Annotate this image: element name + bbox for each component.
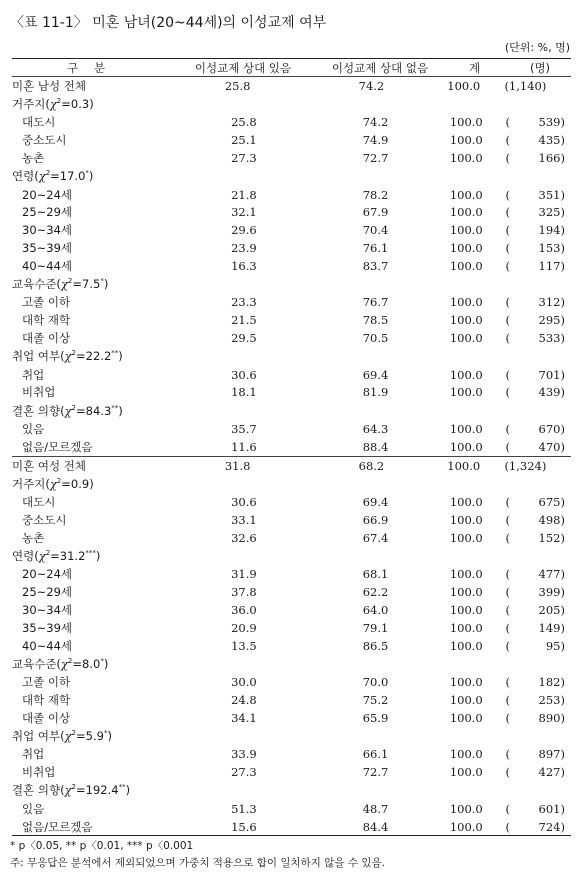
group-header-row [12,401,571,420]
sample-count: ( 295) [505,313,565,328]
sample-count: ( 95) [505,638,565,653]
pct-total: 100.0 [449,367,483,382]
table-title: 〈표 11-1〉 미혼 남녀(20~44세)의 이성교제 여부 [10,15,327,31]
pct-has-partner: 23.3 [231,295,257,310]
table-row [12,493,571,511]
pct-has-partner: 32.1 [231,205,257,220]
pct-no-partner: 66.9 [362,513,389,528]
sample-count: ( 498) [505,513,565,528]
pct-no-partner: 67.9 [362,205,389,220]
pct-no-partner: 78.2 [362,187,389,202]
group-header-row [12,167,571,186]
pct-no-partner: 76.7 [362,295,389,310]
pct-total: 100.0 [449,530,483,545]
pct-has-partner: 25.8 [231,115,257,130]
group-label: 연령$(\chi^2=31.2^{***})$ [12,549,101,564]
pct-total: 100.0 [449,567,483,582]
row-label: 없음/모르겠음 [22,819,93,834]
pct-no-partner: 76.1 [362,241,389,256]
pct-has-partner: 18.1 [231,385,257,400]
pct-total: 100.0 [449,223,483,238]
pct-total: 100.0 [449,133,483,148]
sample-count: ( 897) [505,747,565,762]
table-row [12,800,571,818]
pct-total: 100.0 [449,151,483,166]
row-label: 대학 재학 [22,313,71,328]
sample-count: ( 166) [505,151,565,166]
pct-has-partner: 16.3 [231,258,257,273]
pct-total: 100.0 [449,675,483,690]
table-row [12,114,571,132]
table-row [12,673,571,691]
row-label: 대학 재학 [22,692,71,707]
pct-no-partner: 74.9 [362,133,389,148]
pct-has-partner: 51.3 [231,801,257,816]
pct-total: 100.0 [449,295,483,310]
table-row [12,420,571,438]
pct-total: 100.0 [449,187,483,202]
pct-total: 100.0 [449,258,483,273]
table-row [12,204,571,222]
header-total: 계 [468,60,481,75]
table-row [12,709,571,727]
group-label: 교육수준$(\chi^2=7.5^*)$ [12,277,109,292]
pct-no-partner: 74.2 [358,78,385,93]
group-label: 거주지$(\chi^2=0.3)$ [12,97,94,112]
table-row [12,601,571,619]
pct-total: 100.0 [449,819,483,834]
table-row [12,311,571,329]
table-row [12,511,571,529]
pct-has-partner: 30.6 [231,367,257,382]
table-row [12,257,571,275]
sample-count: ( 470) [505,439,565,454]
sample-count: ( 149) [505,620,565,635]
pct-total: 100.0 [449,241,483,256]
group-header-row [12,781,571,800]
bottom-rule [12,835,571,836]
table-row [12,239,571,257]
pct-total: 100.0 [449,513,483,528]
row-label: 농촌 [22,530,45,545]
row-label: 고졸 이하 [22,295,71,310]
group-header-row [12,547,571,566]
group-label: 결혼 의향$(\chi^2=84.3^{**})$ [12,403,123,418]
sample-count: ( 439) [505,385,565,400]
group-label: 취업 여부$(\chi^2=5.9^*)$ [12,729,112,744]
group-header-row [12,95,571,114]
sample-count: ( 701) [505,367,565,382]
footnote-significance: * p〈0.05, ** p〈0.01, *** p〈0.001 [10,840,194,852]
sample-count: ( 427) [505,765,565,780]
pct-no-partner: 66.1 [362,747,389,762]
pct-total: 100.0 [449,115,483,130]
table-row [12,329,571,347]
row-label: 25~29세 [22,585,73,600]
sample-count: ( 675) [505,495,565,510]
sample-count: ( 325) [505,205,565,220]
pct-no-partner: 84.4 [362,819,389,834]
sample-count: ( 351) [505,187,565,202]
group-header-row [12,347,571,366]
table-row [12,131,571,149]
row-label: 없음/모르겠음 [22,439,93,454]
table-row [12,384,571,402]
sample-count: ( 253) [505,692,565,707]
group-header-row [12,727,571,746]
row-label: 대졸 이상 [22,331,71,346]
row-label: 40~44세 [22,638,73,653]
pct-has-partner: 33.1 [231,513,257,528]
pct-no-partner: 70.0 [362,675,389,690]
sample-count: ( 724) [505,819,565,834]
row-label: 40~44세 [22,258,73,273]
group-label: 연령$(\chi^2=17.0^*)$ [12,169,94,184]
table-row [12,294,571,312]
pct-total: 100.0 [447,78,481,93]
pct-has-partner: 33.9 [231,747,257,762]
pct-no-partner: 81.9 [362,385,389,400]
sample-count: ( 194) [505,223,565,238]
table-row [12,818,571,836]
pct-total: 100.0 [449,603,483,617]
pct-has-partner: 37.8 [231,585,257,600]
pct-total: 100.0 [447,458,481,473]
pct-no-partner: 88.4 [362,439,389,454]
pct-has-partner: 27.3 [231,151,257,166]
pct-has-partner: 30.6 [231,495,257,510]
pct-no-partner: 78.5 [362,313,389,328]
header-no-partner: 이성교제 상대 없음 [331,60,429,75]
row-label: 취업 [22,367,45,382]
sample-count: ( 890) [505,710,565,725]
row-label: 취업 [22,747,45,762]
pct-has-partner: 31.8 [224,458,251,473]
pct-no-partner: 74.2 [362,115,389,130]
header-count: (명) [529,60,551,75]
pct-no-partner: 64.0 [362,603,389,617]
group-label: 취업 여부$(\chi^2=22.2^{**})$ [12,349,123,364]
row-label: 대졸 이상 [22,710,71,725]
sample-count: ( 152) [505,530,565,545]
sample-count: ( 533) [505,331,565,346]
row-label: 있음 [22,422,45,437]
pct-has-partner: 21.8 [231,187,257,202]
sample-count: ( 205) [505,603,565,617]
footnote-note: 주: 무응답은 분석에서 제외되었으며 가중치 적용으로 합이 일치하지 않을 수 있음. [10,857,385,869]
pct-total: 100.0 [449,495,483,510]
sample-count: ( 601) [505,801,565,816]
pct-no-partner: 75.2 [362,692,389,707]
pct-total: 100.0 [449,765,483,780]
header-category: 구 분 [67,60,111,75]
group-label: 결혼 의향$(\chi^2=192.4^{**})$ [12,783,131,798]
row-label: 농촌 [22,151,45,166]
pct-total: 100.0 [449,331,483,346]
unit-label: (단위: %, 명) [504,41,570,54]
total-row [12,457,571,475]
pct-total: 100.0 [449,638,483,653]
sample-count: ( 117) [505,258,565,273]
group-label: 교육수준$(\chi^2=8.0^*)$ [12,656,109,671]
pct-no-partner: 65.9 [362,710,389,725]
pct-has-partner: 31.9 [231,567,257,582]
group-header-row [12,655,571,674]
table-row [12,745,571,763]
row-label: 미혼 여성 전체 [12,458,86,473]
pct-no-partner: 72.7 [362,765,389,780]
pct-total: 100.0 [449,385,483,400]
pct-no-partner: 62.2 [362,585,389,600]
pct-has-partner: 29.6 [231,223,257,238]
row-label: 비취업 [22,765,56,780]
row-label: 고졸 이하 [22,675,71,690]
row-label: 20~24세 [22,187,73,202]
sample-count: ( 312) [505,295,565,310]
pct-has-partner: 15.6 [231,819,257,834]
total-row [12,77,571,95]
pct-no-partner: 64.3 [362,422,389,437]
pct-has-partner: 32.6 [231,530,257,545]
pct-has-partner: 20.9 [231,620,257,635]
sample-count: ( 477) [505,567,565,582]
pct-no-partner: 83.7 [362,258,389,273]
table-row [12,221,571,239]
pct-no-partner: 79.1 [362,620,389,635]
table-row [12,583,571,601]
pct-has-partner: 23.9 [231,241,257,256]
pct-no-partner: 72.7 [362,151,389,166]
sample-count: (1,140) [504,78,547,93]
table-row [12,529,571,547]
table-row [12,186,571,204]
row-label: 20~24세 [22,567,73,582]
data-table [12,58,571,836]
pct-total: 100.0 [449,205,483,220]
pct-has-partner: 21.5 [231,313,257,328]
row-label: 25~29세 [22,205,73,220]
pct-total: 100.0 [449,313,483,328]
table-header [12,59,571,76]
pct-no-partner: 69.4 [362,367,389,382]
pct-no-partner: 68.2 [358,458,385,473]
row-label: 중소도시 [22,133,67,148]
pct-has-partner: 34.1 [231,710,257,725]
table-row [12,566,571,584]
table-row [12,691,571,709]
sample-count: ( 153) [505,241,565,256]
pct-no-partner: 70.5 [362,331,389,346]
pct-has-partner: 25.8 [224,78,251,93]
pct-total: 100.0 [449,585,483,600]
group-header-row [12,475,571,494]
header-has-partner: 이성교제 상대 있음 [194,60,292,75]
sample-count: ( 399) [505,585,565,600]
pct-no-partner: 70.4 [362,223,389,238]
pct-no-partner: 69.4 [362,495,389,510]
pct-has-partner: 27.3 [231,765,257,780]
pct-no-partner: 68.1 [362,567,389,582]
row-label: 35~39세 [22,620,73,635]
pct-no-partner: 48.7 [362,801,389,816]
table-row [12,149,571,167]
pct-has-partner: 24.8 [231,692,257,707]
pct-has-partner: 11.6 [231,439,257,454]
group-header-row [12,275,571,294]
pct-has-partner: 36.0 [231,603,257,617]
row-label: 30~34세 [22,603,73,617]
pct-total: 100.0 [449,747,483,762]
table-row [12,366,571,384]
pct-has-partner: 30.0 [231,675,257,690]
pct-total: 100.0 [449,801,483,816]
sample-count: (1,324) [504,458,547,473]
pct-no-partner: 86.5 [362,638,389,653]
table-body [12,77,571,835]
group-label: 거주지$(\chi^2=0.9)$ [12,476,94,491]
table-row [12,637,571,655]
table-row [12,619,571,637]
pct-has-partner: 35.7 [231,422,257,437]
pct-has-partner: 29.5 [231,331,257,346]
pct-has-partner: 25.1 [231,133,257,148]
table-row [12,438,571,456]
row-label: 35~39세 [22,241,73,256]
sample-count: ( 670) [505,422,565,437]
row-label: 대도시 [22,495,56,510]
pct-total: 100.0 [449,439,483,454]
row-label: 있음 [22,801,45,816]
table-row [12,763,571,781]
pct-total: 100.0 [449,710,483,725]
row-label: 비취업 [22,385,56,400]
row-label: 대도시 [22,115,56,130]
sample-count: ( 539) [505,115,565,130]
pct-no-partner: 67.4 [362,530,389,545]
sample-count: ( 435) [505,133,565,148]
row-label: 중소도시 [22,513,67,528]
pct-total: 100.0 [449,422,483,437]
pct-total: 100.0 [449,620,483,635]
pct-total: 100.0 [449,692,483,707]
pct-has-partner: 13.5 [231,638,257,653]
sample-count: ( 182) [505,675,565,690]
row-label: 미혼 남성 전체 [12,78,86,93]
row-label: 30~34세 [22,223,73,238]
